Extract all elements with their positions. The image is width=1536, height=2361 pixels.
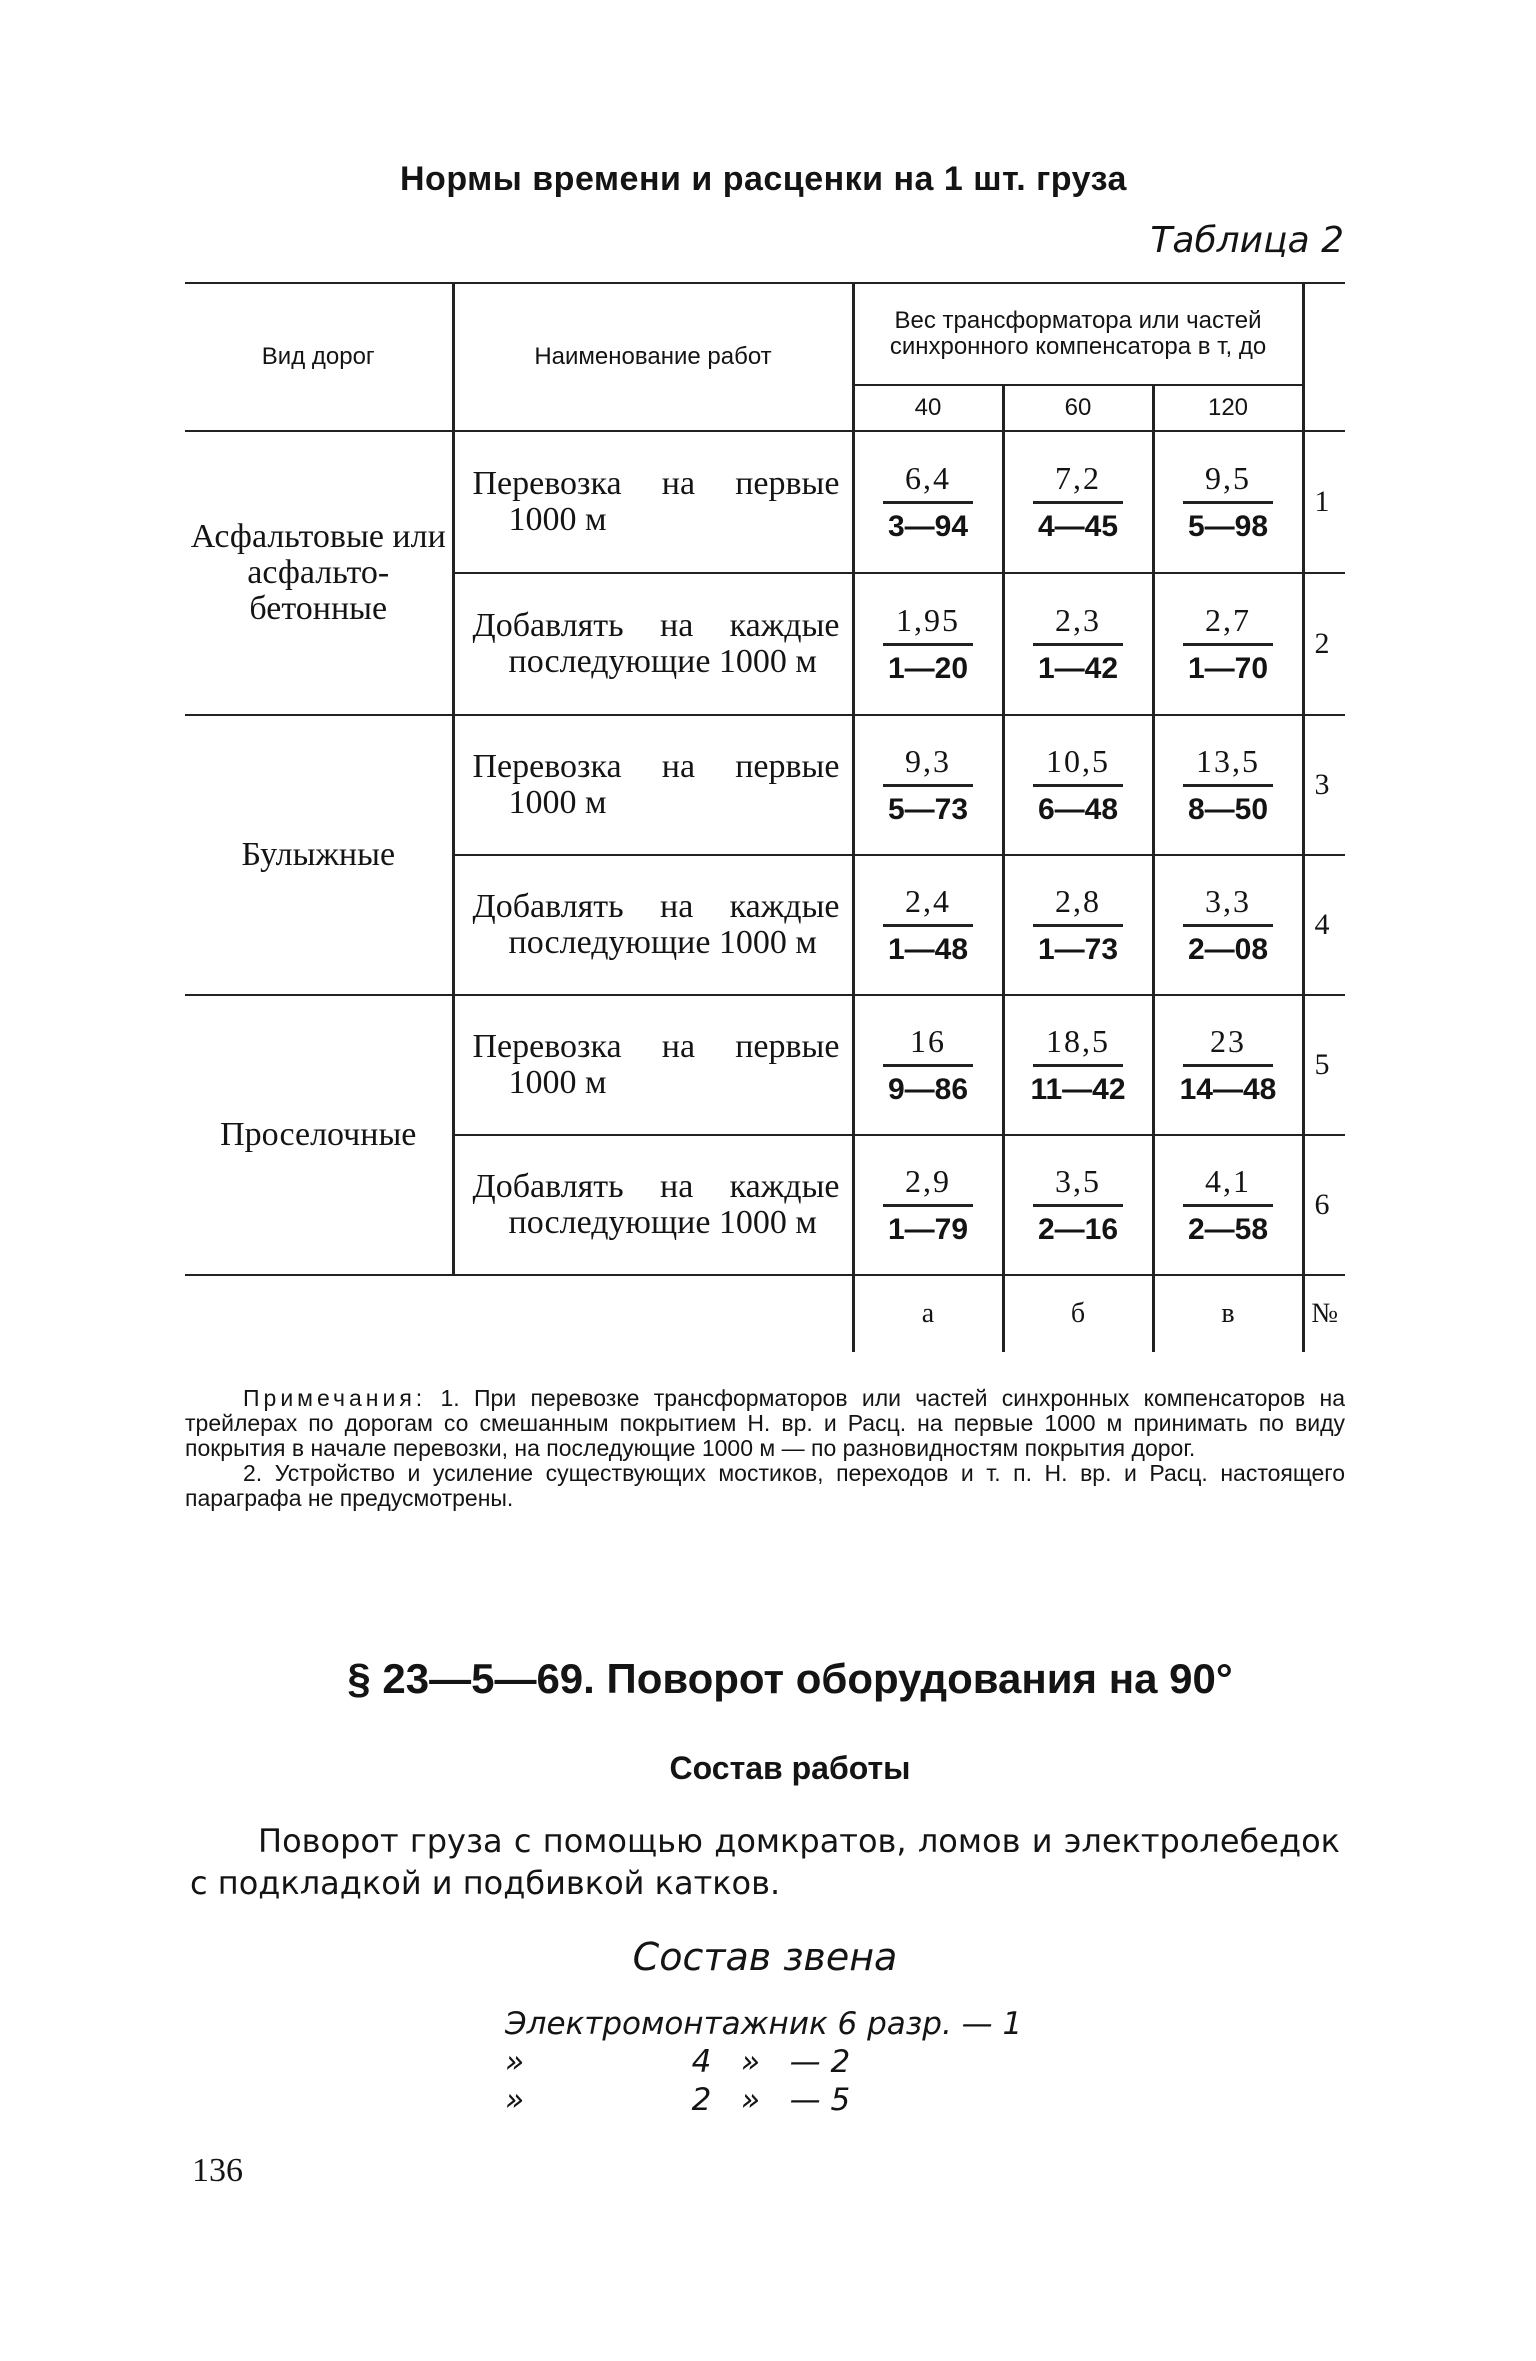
road-type-dirt: Проселочные bbox=[185, 995, 453, 1275]
header-weight: Вес трансформатора или частей синхронного компенсатора в т, до bbox=[853, 283, 1303, 385]
norm-cell: 18,5 11—42 bbox=[1003, 995, 1153, 1135]
norm-cell: 6,4 3—94 bbox=[853, 431, 1003, 573]
road-type-asphalt: Асфальтовые или асфальтобетонные bbox=[185, 431, 453, 715]
column-letter: в bbox=[1153, 1275, 1303, 1352]
row-number: 2 bbox=[1303, 573, 1345, 715]
norm-cell: 13,5 8—50 bbox=[1153, 715, 1303, 855]
norm-cell: 2,7 1—70 bbox=[1153, 573, 1303, 715]
norms-table bbox=[185, 282, 1345, 1352]
work-name: Перевозка на первые 1000 м bbox=[453, 715, 853, 855]
norm-cell: 9,5 5—98 bbox=[1153, 431, 1303, 573]
norm-cell: 2,4 1—48 bbox=[853, 855, 1003, 995]
norm-cell: 23 14—48 bbox=[1153, 995, 1303, 1135]
crew-list bbox=[505, 2005, 1022, 2119]
norm-cell: 9,3 5—73 bbox=[853, 715, 1003, 855]
column-number-sign: № bbox=[1311, 1298, 1339, 1329]
norm-cell: 2,8 1—73 bbox=[1003, 855, 1153, 995]
crew-row: » 4 » — 2 bbox=[505, 2044, 851, 2080]
crew-row: » 2 » — 5 bbox=[505, 2082, 851, 2118]
table-caption: Нормы времени и расценки на 1 шт. груза bbox=[400, 160, 1127, 198]
header-weight-3: 120 bbox=[1153, 385, 1303, 431]
page-number: 136 bbox=[192, 2152, 243, 2189]
header-road-type: Вид дорог bbox=[185, 283, 453, 431]
norm-cell: 10,5 6—48 bbox=[1003, 715, 1153, 855]
header-weight-1: 40 bbox=[853, 385, 1003, 431]
norm-cell: 16 9—86 bbox=[853, 995, 1003, 1135]
row-number: 3 bbox=[1303, 715, 1345, 855]
note-1: 1. При перевозке трансформаторов или частей синхронных компенсаторов на трейлерах по дорогам со смешанным покрытием Н. вр. и Расц. на первые 1000 м принимать по виду покрытия в начале перевозки, на последующие 1000 м — по разновидностям покрытия дорог. bbox=[185, 1385, 1346, 1461]
column-letter: б bbox=[1003, 1275, 1153, 1352]
work-name: Добавлять на каждые последующие 1000 м bbox=[453, 573, 853, 715]
row-number: 5 bbox=[1303, 995, 1345, 1135]
norm-cell: 4,1 2—58 bbox=[1153, 1135, 1303, 1275]
header-weight-2: 60 bbox=[1003, 385, 1153, 431]
table-notes bbox=[185, 1386, 1345, 1511]
table-label: Таблица 2 bbox=[1150, 220, 1344, 261]
norm-cell: 3,3 2—08 bbox=[1153, 855, 1303, 995]
note-2: 2. Устройство и усиление существующих мостиков, переходов и т. п. Н. вр. и Расц. настоящего параграфа не предусмотрены. bbox=[185, 1460, 1345, 1511]
column-letter: а bbox=[853, 1275, 1003, 1352]
crew-heading: Состав звена bbox=[632, 1935, 898, 1979]
road-type-cobblestone: Булыжные bbox=[185, 715, 453, 995]
header-work-name: Наименование работ bbox=[453, 283, 853, 431]
row-number: 6 bbox=[1303, 1135, 1345, 1275]
norm-cell: 7,2 4—45 bbox=[1003, 431, 1153, 573]
work-heading: Состав работы bbox=[669, 1750, 911, 1786]
row-number: 4 bbox=[1303, 855, 1345, 995]
work-description: Поворот груза с помощью домкратов, ломов и электролебедок с подкладкой и подбивкой катков. bbox=[190, 1822, 1340, 1902]
notes-label: Примечания: bbox=[243, 1385, 427, 1411]
norm-cell: 2,9 1—79 bbox=[853, 1135, 1003, 1275]
norm-cell: 1,95 1—20 bbox=[853, 573, 1003, 715]
work-name: Перевозка на первые 1000 м bbox=[453, 431, 853, 573]
crew-row: Электромонтажник 6 разр. — 1 bbox=[505, 2006, 1023, 2042]
work-name: Добавлять на каждые последующие 1000 м bbox=[453, 1135, 853, 1275]
row-number: 1 bbox=[1303, 431, 1345, 573]
work-name: Перевозка на первые 1000 м bbox=[453, 995, 853, 1135]
norm-cell: 2,3 1—42 bbox=[1003, 573, 1153, 715]
norm-cell: 3,5 2—16 bbox=[1003, 1135, 1153, 1275]
work-name: Добавлять на каждые последующие 1000 м bbox=[453, 855, 853, 995]
section-title: § 23—5—69. Поворот оборудования на 90° bbox=[347, 1655, 1233, 1702]
